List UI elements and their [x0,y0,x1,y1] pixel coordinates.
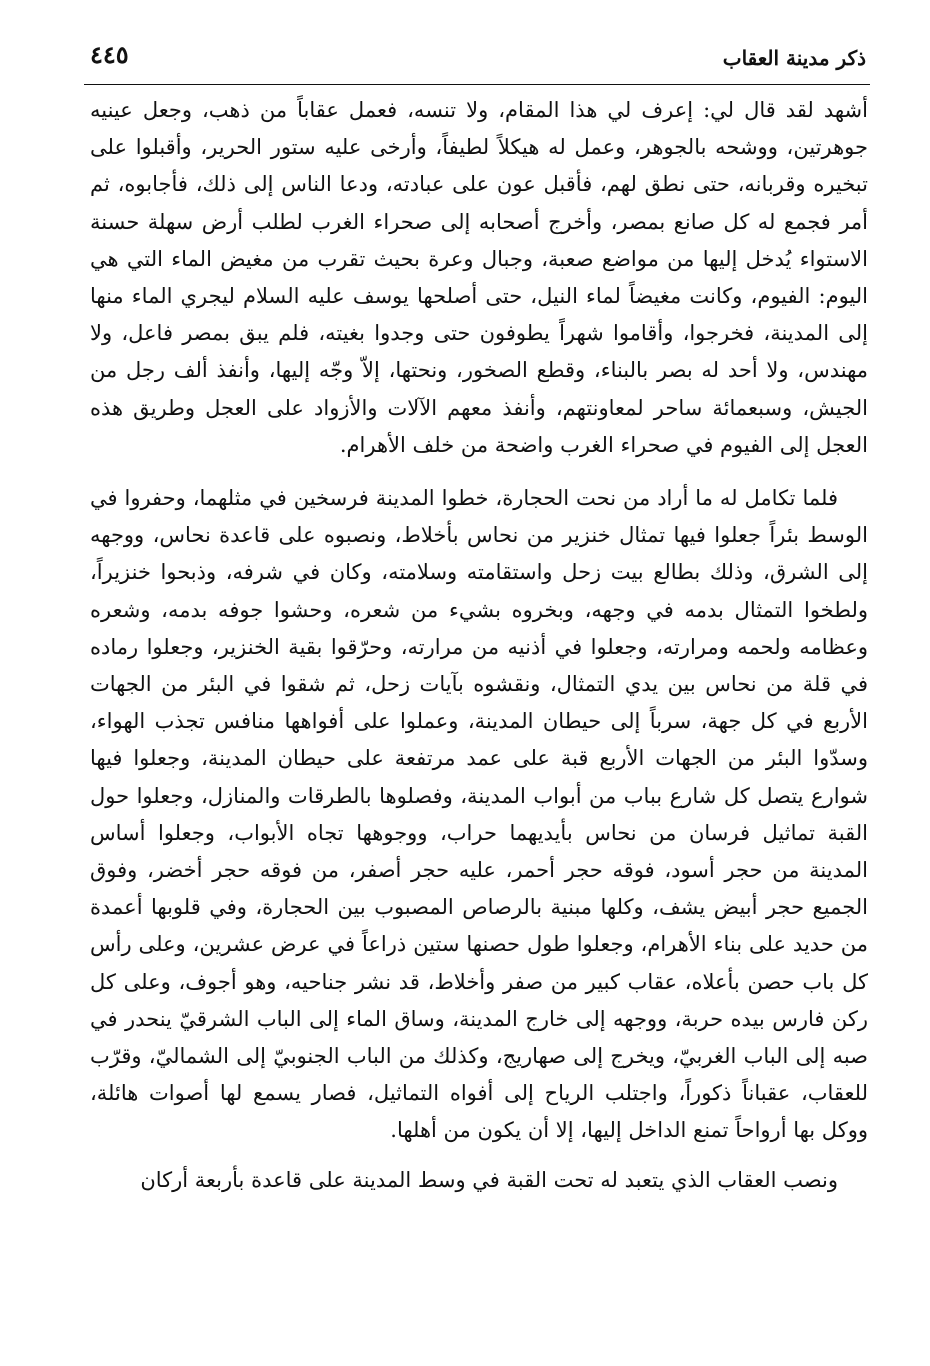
running-title: ذكر مدينة العقاب [722,46,866,70]
paragraph: ونصب العقاب الذي يتعبد له تحت القبة في وسط المدينة على قاعدة بأربعة أركان [140,1167,838,1192]
paragraph: أشهد لقد قال لي: إعرف لي هذا المقام، ولا تنسه، فعمل عقاباً من ذهب، وجعل عينيه جوهرتين، ووشحه بالجوهر، وعمل له هيكلاً لطيفاً، وأرخى عليه ستور الحرير، وأقبلوا على تبخيره وقربانه، حتى نطق لهم، فأقبل عون على عبادته، ودعا الناس إلى ذلك، فأجابوه، ثم أمر فجمع له كل صانع بمصر، وأخرج أصحابه إلى صحراء الغرب لطلب أرض سهلة حسنة الاستواء يُدخل إليها من مواضع صعبة، وجبال وعرة بحيث تقرب من مغيض الماء التي هي اليوم: الفيوم، وكانت مغيضاً لماء النيل، حتى أصلحها يوسف عليه السلام ليجري الماء منها إلى المدينة، فخرجوا، وأقاموا شهراً يطوفون حتى وجدوا بغيته، فلم يبق بمصر فاعل، ولا مهندس، ولا أحد له بصر بالبناء، وقطع الصخور، ونحتها، إلاّ وجّه إليها، وأنفذ ألف رجل من الجيش، وسبعمائة ساحر لمعاونتهم، وأنفذ معهم الآلات والأزواد على العجل وطريق هذه العجل إلى الفيوم في صحراء الغرب واضحة من خلف الأهرام. [90,98,868,457]
body-text [90,92,868,1199]
page-number: ٤٤٥ [90,40,129,69]
header-divider [84,84,870,85]
paragraph: فلما تكامل له ما أراد من نحت الحجارة، خطوا المدينة فرسخين في مثلهما، وحفروا في الوسط بئراً جعلوا فيها تمثال خنزير من نحاس بأخلاط، ونصبوه على قاعدة نحاس، ووجهه إلى الشرق، وذلك بطالع بيت زحل واستقامته وسلامته، وكان في شرفه، وذبحوا خنزيراً، ولطخوا التمثال بدمه في وجهه، وبخروه بشيء من شعره، وحشوا جوفه بدمه، وشعره وعظامه ولحمه ومرارته، وجعلوا في أذنيه من مرارته، وحرّقوا بقية الخنزير، وجعلوا رماده في قلة من نحاس بين يدي التمثال، ونقشوه بآيات زحل، ثم شقوا في البئر من الجهات الأربع في كل جهة، سرباً إلى حيطان المدينة، وعملوا على أفواهها منافس تجذب الهواء، وسدّوا البئر من الجهات الأربع قبة على عمد مرتفعة على حيطان المدينة، وجعلوا فيها شوارع يتصل كل شارع بباب من أبواب المدينة، وفصلوها بالطرقات والمنازل، وجعلوا حول القبة تماثيل فرسان من نحاس بأيديهما حراب، ووجوهها تجاه الأبواب، وجعلوا أساس المدينة من حجر أسود، فوقه حجر أحمر، عليه حجر أصفر، من فوقه حجر أخضر، وفوق الجميع حجر أبيض يشف، وكلها مبنية بالرصاص المصبوب بين الحجارة، وفي قلوبها أعمدة من حديد على بناء الأهرام، وجعلوا طول حصنها ستين ذراعاً في عرض عشرين، وعلى رأس كل باب حصن بأعلاه، عقاب كبير من صفر وأخلاط، قد نشر جناحيه، وهو أجوف، وعلى كل ركن فارس بيده حربة، ووجهه إلى خارج المدينة، وساق الماء إلى الباب الشرقيّ ينحدر في صبه إلى الباب الغربيّ، ويخرج إلى صهاريج، وكذلك من الباب الجنوبيّ إلى الشماليّ، وقرّب للعقاب، عقباناً ذكوراً، واجتلب الرياح إلى أفواه التماثيل، فصار يسمع لها أصوات هائلة، ووكل بها أرواحاً تمنع الداخل إليها، إلا أن يكون من أهلها. [90,486,868,1143]
page-header [90,38,866,80]
